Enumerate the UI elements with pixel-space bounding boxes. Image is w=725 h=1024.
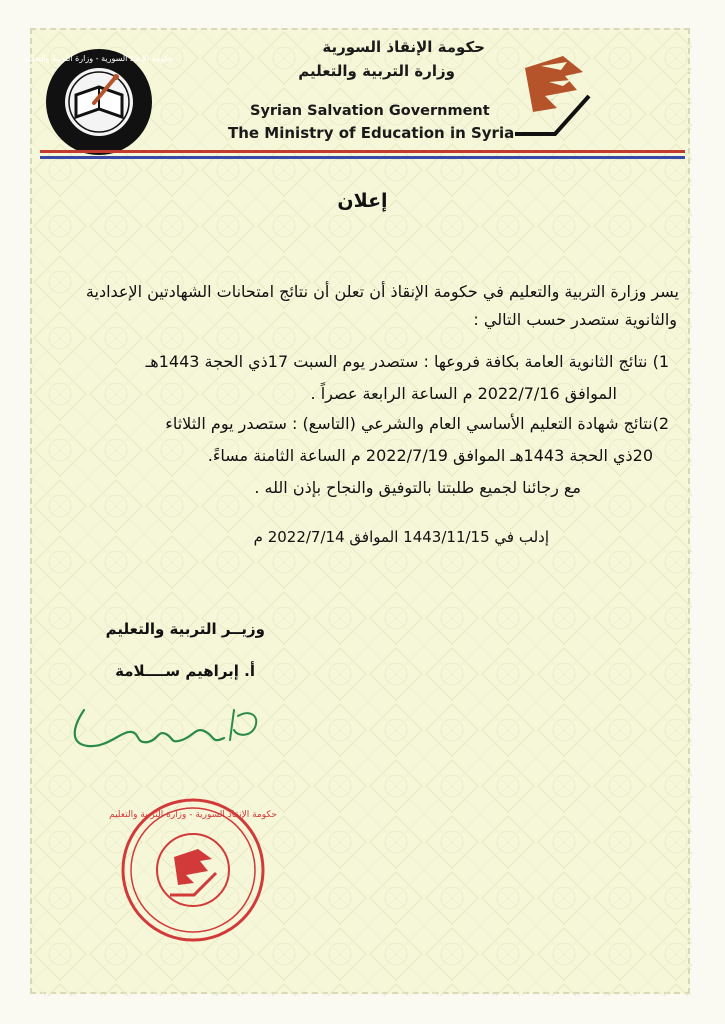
header-divider-red xyxy=(40,150,685,153)
item-1-line-1: 1) نتائج الثانوية العامة بكافة فروعها : ستصدر يوم السبت 17ذي الحجة 1443هـ xyxy=(145,352,669,371)
item-2-line-2: 20ذي الحجة 1443هـ الموافق 2022/7/19 م الساعة الثامنة مساءً. xyxy=(207,446,653,465)
syria-brand-logo xyxy=(505,48,600,143)
announcement-title: إعلان xyxy=(337,190,388,212)
stamp-ring-text: حكومة الإنقاذ السورية - وزارة التربية والتعليم xyxy=(109,810,277,820)
ministry-seal-logo xyxy=(24,47,174,157)
signatory-title: وزيــر التربية والتعليم xyxy=(105,620,265,638)
intro-line-1: يسر وزارة التربية والتعليم في حكومة الإنقاذ أن تعلن أن نتائج امتحانات الشهادتين الإعدادية xyxy=(85,282,679,301)
closing-line: مع رجائنا لجميع طلبتنا بالتوفيق والنجاح بإذن الله . xyxy=(254,478,581,497)
header-government-en: Syrian Salvation Government xyxy=(250,103,490,119)
header-ministry-en: The Ministry of Education in Syria xyxy=(228,124,515,142)
signatory-name: أ. إبراهيم ســــلامة xyxy=(115,662,255,680)
official-stamp xyxy=(109,795,277,945)
issue-date-line: إدلب في 1443/11/15 الموافق 2022/7/14 م xyxy=(253,528,549,546)
handwritten-signature xyxy=(62,680,272,760)
header-ministry-ar: وزارة التربية والتعليم xyxy=(298,62,455,80)
seal-ring-text: حكومة الإنقاذ السورية - وزارة التربية والتعليم xyxy=(24,54,174,63)
intro-line-2: والثانوية ستصدر حسب التالي : xyxy=(473,310,677,329)
item-2-line-1: 2)نتائج شهادة التعليم الأساسي العام والشرعي (التاسع) : ستصدر يوم الثلاثاء xyxy=(165,414,669,433)
item-1-line-2: الموافق 2022/7/16 م الساعة الرابعة عصراً . xyxy=(310,384,617,403)
header-government-ar: حكومة الإنقاذ السورية xyxy=(322,38,485,56)
brand-mark-text: سوريا xyxy=(550,100,554,101)
header-divider-blue xyxy=(40,156,685,159)
